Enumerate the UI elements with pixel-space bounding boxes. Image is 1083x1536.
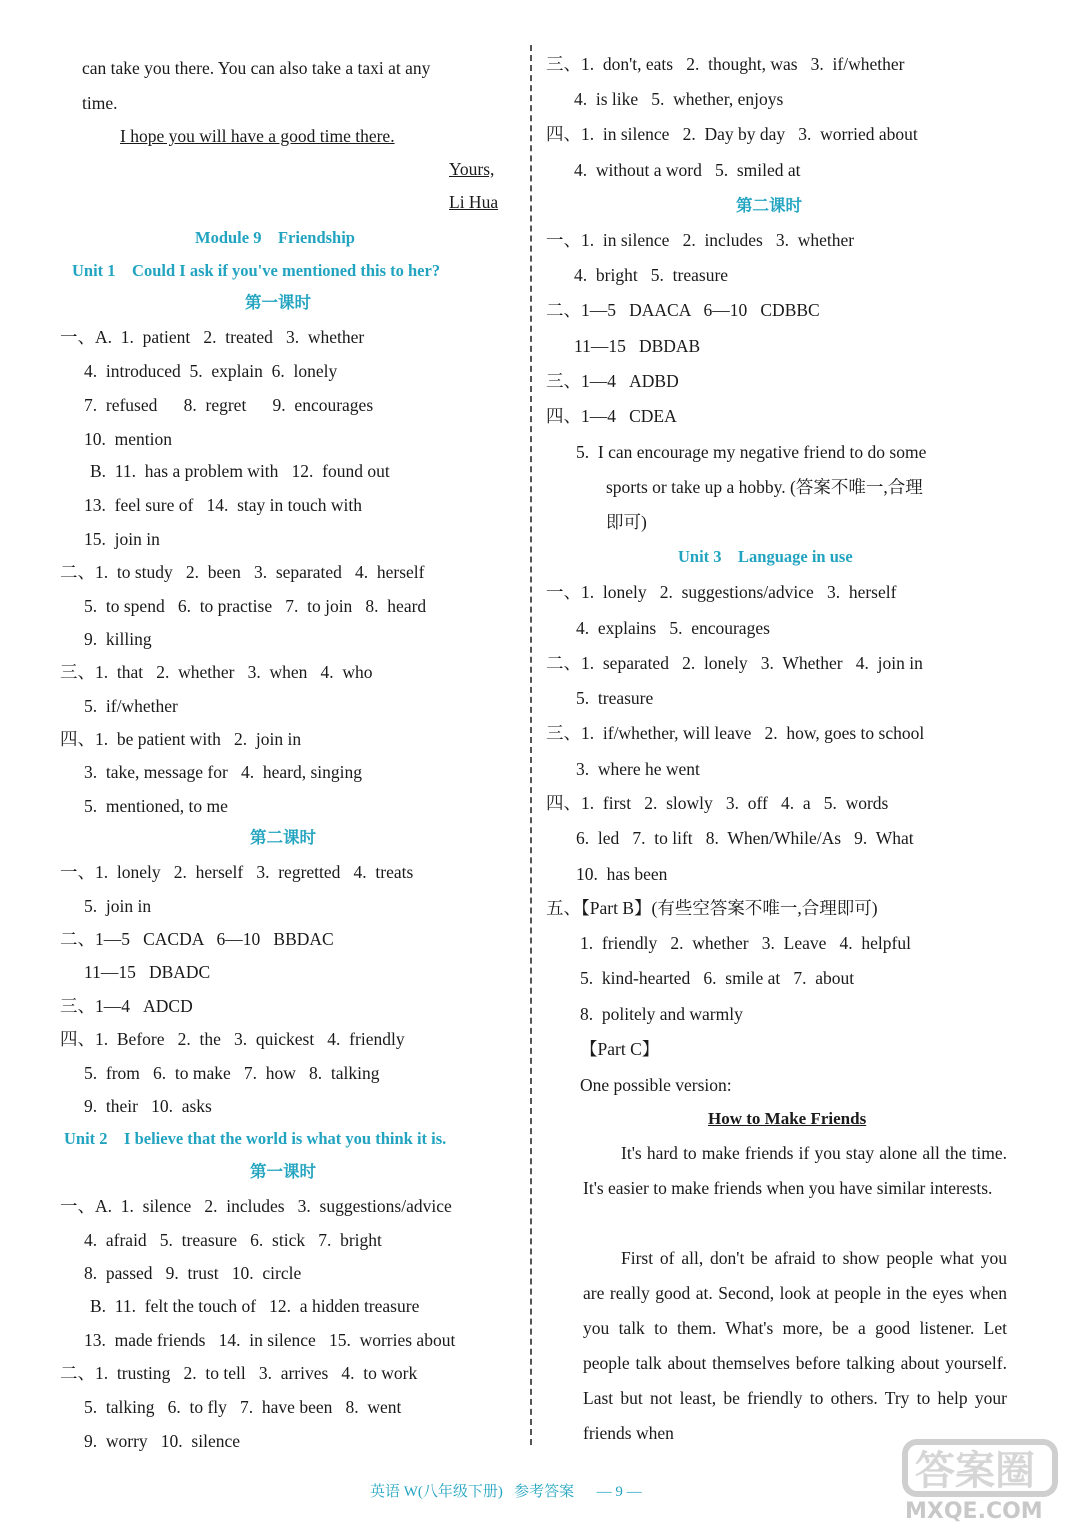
svg-text:MXQE.COM: MXQE.COM [905, 1499, 1043, 1524]
answer-line: 一、1. lonely 2. herself 3. regretted 4. treats [60, 862, 414, 882]
answer-line: 15. join in [84, 529, 160, 549]
answer-line: sports or take up a hobby. (答案不唯一,合理 [606, 477, 923, 497]
answer-line: 4. afraid 5. treasure 6. stick 7. bright [84, 1230, 382, 1250]
letter-line: time. [82, 93, 118, 113]
essay-title: How to Make Friends [708, 1109, 867, 1128]
answer-line: 9. killing [84, 629, 152, 649]
lesson-heading: 第二课时 [736, 196, 802, 215]
answer-line: 13. made friends 14. in silence 15. worries about [84, 1330, 456, 1350]
answer-line: 二、1. to study 2. been 3. separated 4. herself [60, 562, 425, 582]
answer-line: 三、1—4 ADBD [546, 371, 679, 391]
lesson-heading: 第一课时 [250, 1162, 316, 1181]
answer-line: 二、1—5 DAACA 6—10 CDBBC [546, 300, 820, 320]
answer-line: 三、1. don't, eats 2. thought, was 3. if/whether [546, 54, 905, 74]
answer-line: 3. where he went [576, 759, 700, 779]
answer-line: 6. led 7. to lift 8. When/While/As 9. What [576, 828, 914, 848]
answer-line: 三、1. if/whether, will leave 2. how, goes to school [546, 723, 925, 743]
answer-line: 5. I can encourage my negative friend to do some [576, 442, 927, 462]
answer-line: 一、1. in silence 2. includes 3. whether [546, 230, 855, 250]
answer-line: 5. talking 6. to fly 7. have been 8. went [84, 1397, 402, 1417]
unit-title: Unit 3 Language in use [678, 547, 853, 566]
answer-line: 二、1—5 CACDA 6—10 BBDAC [60, 929, 334, 949]
answer-line: 8. passed 9. trust 10. circle [84, 1263, 302, 1283]
answer-line: 4. introduced 5. explain 6. lonely [84, 361, 338, 381]
answer-line: 3. take, message for 4. heard, singing [84, 762, 362, 782]
essay-paragraph: First of all, don't be afraid to show people what you are really good at. Second, look at people in the eyes when you talk to them. What's more, be a good listener. Let people talk about themselves before talking about yourself. Last but not least, be friendly to others. Try to help your friends when [583, 1248, 1007, 1443]
page-footer: 英语 W(八年级下册) 参考答案 — 9 — [370, 1484, 642, 1500]
module-title: Module 9 Friendship [195, 228, 355, 247]
answer-line: 11—15 DBADC [84, 962, 211, 982]
svg-text:答案圈: 答案圈 [915, 1448, 1035, 1494]
answer-line: 5. kind-hearted 6. smile at 7. about [580, 968, 855, 988]
answer-line: 5. treasure [576, 688, 654, 708]
answer-line: 8. politely and warmly [580, 1004, 743, 1024]
answer-line: 四、1—4 CDEA [546, 406, 677, 426]
answer-line: 5. to spend 6. to practise 7. to join 8. heard [84, 596, 427, 616]
letter-closing: Yours, [449, 159, 495, 179]
answer-line: One possible version: [580, 1075, 732, 1095]
answer-line: 10. mention [84, 429, 172, 449]
answer-line: 一、1. lonely 2. suggestions/advice 3. herself [546, 582, 897, 602]
answer-line: 11—15 DBDAB [574, 336, 701, 356]
answer-line: 三、1. that 2. whether 3. when 4. who [60, 662, 373, 682]
answer-line: B. 11. has a problem with 12. found out [90, 461, 390, 481]
answer-line: 四、1. Before 2. the 3. quickest 4. friendly [60, 1029, 405, 1049]
answer-line: 二、1. separated 2. lonely 3. Whether 4. join in [546, 653, 923, 673]
letter-hope: I hope you will have a good time there. [120, 126, 395, 146]
letter-signature: Li Hua [449, 192, 499, 212]
answer-line: 7. refused 8. regret 9. encourages [84, 395, 374, 415]
answer-line: 5. join in [84, 896, 152, 916]
answer-line: 10. has been [576, 864, 668, 884]
essay-paragraph: It's hard to make friends if you stay alone all the time. It's easier to make friends when you have similar interests. [583, 1143, 1007, 1198]
answer-line: B. 11. felt the touch of 12. a hidden treasure [90, 1296, 420, 1316]
answer-line: 四、1. be patient with 2. join in [60, 729, 302, 749]
answer-line: 即可) [606, 512, 647, 532]
answer-line: 【Part C】 [580, 1039, 660, 1059]
answer-line: 5. if/whether [84, 696, 178, 716]
watermark-logo [885, 1434, 1065, 1524]
answer-line: 三、1—4 ADCD [60, 996, 193, 1016]
answer-line: 4. bright 5. treasure [574, 265, 729, 285]
answer-line: 13. feel sure of 14. stay in touch with [84, 495, 363, 515]
unit-title: Unit 2 I believe that the world is what you think it is. [64, 1129, 447, 1148]
answer-line: 4. is like 5. whether, enjoys [574, 89, 784, 109]
answer-line: 五、【Part B】(有些空答案不唯一,合理即可) [546, 898, 878, 918]
letter-line: can take you there. You can also take a taxi at any [82, 58, 431, 78]
answer-line: 4. explains 5. encourages [576, 618, 770, 638]
answer-line: 5. from 6. to make 7. how 8. talking [84, 1063, 380, 1083]
unit-title: Unit 1 Could I ask if you've mentioned this to her? [72, 261, 441, 280]
answer-line: 9. worry 10. silence [84, 1431, 241, 1451]
answer-line: 9. their 10. asks [84, 1096, 212, 1116]
answer-line: 4. without a word 5. smiled at [574, 160, 801, 180]
answer-line: 一、A. 1. patient 2. treated 3. whether [60, 327, 365, 347]
lesson-heading: 第一课时 [245, 293, 311, 312]
answer-line: 一、A. 1. silence 2. includes 3. suggestions/advice [60, 1196, 452, 1216]
answer-line: 二、1. trusting 2. to tell 3. arrives 4. to work [60, 1363, 418, 1383]
column-divider [530, 45, 532, 1445]
answer-line: 四、1. first 2. slowly 3. off 4. a 5. words [546, 793, 889, 813]
answer-line: 四、1. in silence 2. Day by day 3. worried about [546, 124, 918, 144]
answer-line: 5. mentioned, to me [84, 796, 228, 816]
lesson-heading: 第二课时 [250, 828, 316, 847]
answer-line: 1. friendly 2. whether 3. Leave 4. helpful [580, 933, 911, 953]
